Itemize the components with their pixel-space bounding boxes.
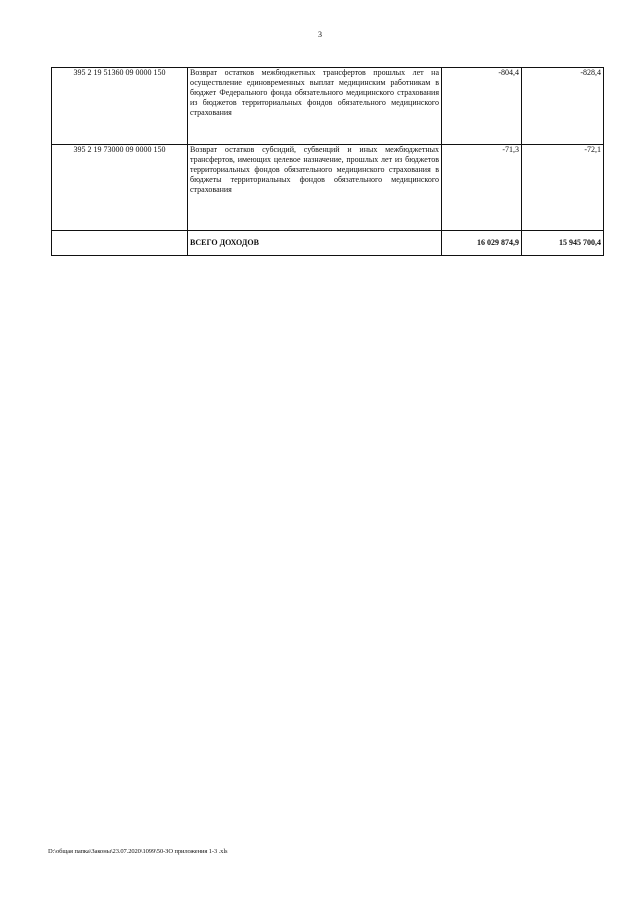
- value-cell-year-1: -71,3: [442, 145, 522, 231]
- value-cell-year-2: -72,1: [522, 145, 604, 231]
- table-row: [52, 68, 604, 145]
- total-row: [52, 231, 604, 256]
- value-cell-year-2: -828,4: [522, 68, 604, 145]
- description-cell: Возврат остатков субсидий, субвенций и иных межбюджетных трансфертов, имеющих целевое назначение, прошлых лет из бюджетов территориальных фондов обязательного медицинского страхования в бюджеты территориальных фондов обязательного медицинского страхования: [188, 145, 442, 231]
- footer-file-path: D:\общая папка\Законы\23.07.2020\1099\50-ЗО приложения 1-3 .xls: [48, 848, 228, 855]
- budget-code-cell: 395 2 19 73000 09 0000 150: [52, 145, 188, 231]
- page-number: 3: [318, 30, 322, 39]
- value-cell-year-1: -804,4: [442, 68, 522, 145]
- budget-income-table: [51, 67, 604, 256]
- total-label: ВСЕГО ДОХОДОВ: [188, 231, 442, 256]
- total-code-cell: [52, 231, 188, 256]
- total-value-year-2: 15 945 700,4: [522, 231, 604, 256]
- description-cell: Возврат остатков межбюджетных трансфертов прошлых лет на осуществление единовременных выплат медицинским работникам в бюджет Федерального фонда обязательного медицинского страхования из бюджетов территориальных фондов обязательного медицинского страхования: [188, 68, 442, 145]
- table-row: [52, 145, 604, 231]
- total-value-year-1: 16 029 874,9: [442, 231, 522, 256]
- budget-code-cell: 395 2 19 51360 09 0000 150: [52, 68, 188, 145]
